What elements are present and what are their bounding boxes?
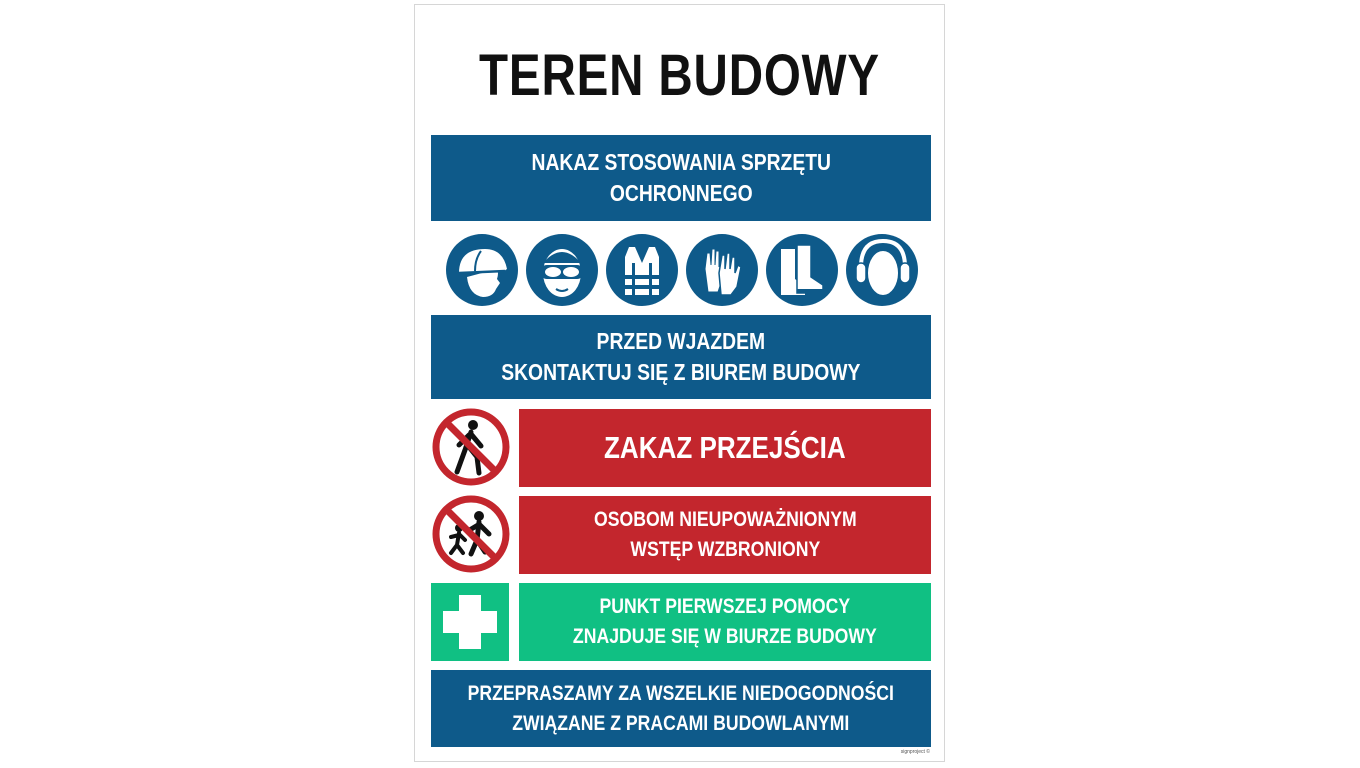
no-passage-banner	[519, 409, 931, 487]
goggles-icon	[525, 233, 599, 307]
ppe-pictogram-row	[445, 233, 917, 307]
first-aid-cross-icon	[431, 583, 509, 661]
gloves-icon	[685, 233, 759, 307]
no-unauthorized-banner	[519, 496, 931, 574]
apology-line1: PRZEPRASZAMY ZA WSZELKIE NIEDOGODNOŚCI	[467, 681, 895, 705]
contact-line1: PRZED WJAZDEM	[596, 328, 766, 354]
unauthorized-line1: OSOBOM NIEUPOWAŻNIONYM	[593, 508, 857, 531]
contact-line2: SKONTAKTUJ SIĘ Z BIUREM BUDOWY	[501, 359, 861, 385]
no-passage-text: ZAKAZ PRZEJŚCIA	[604, 430, 846, 465]
construction-site-sign	[414, 4, 945, 762]
first-aid-line2: ZNAJDUJE SIĘ W BIURZE BUDOWY	[573, 625, 877, 648]
first-aid-banner	[519, 583, 931, 661]
helmet-icon	[445, 233, 519, 307]
contact-office-banner	[431, 315, 931, 399]
apology-line2: ZWIĄZANE Z PRACAMI BUDOWLANYMI	[512, 711, 850, 735]
apology-banner	[431, 670, 931, 747]
unauthorized-line2: WSTĘP WZBRONIONY	[630, 538, 820, 561]
sign-credit: signproject ©	[900, 749, 930, 755]
ppe-header-line2: OCHRONNEGO	[609, 180, 753, 206]
no-pedestrians-icon	[431, 407, 511, 487]
ppe-header-banner	[431, 135, 931, 221]
first-aid-line1: PUNKT PIERWSZEJ POMOCY	[599, 595, 851, 618]
vest-icon	[605, 233, 679, 307]
ppe-header-line1: NAKAZ STOSOWANIA SPRZĘTU	[531, 149, 831, 175]
boots-icon	[765, 233, 839, 307]
sign-title: TEREN BUDOWY	[479, 43, 880, 108]
ear-protection-icon	[845, 233, 919, 307]
no-unauthorized-persons-icon	[431, 494, 511, 574]
